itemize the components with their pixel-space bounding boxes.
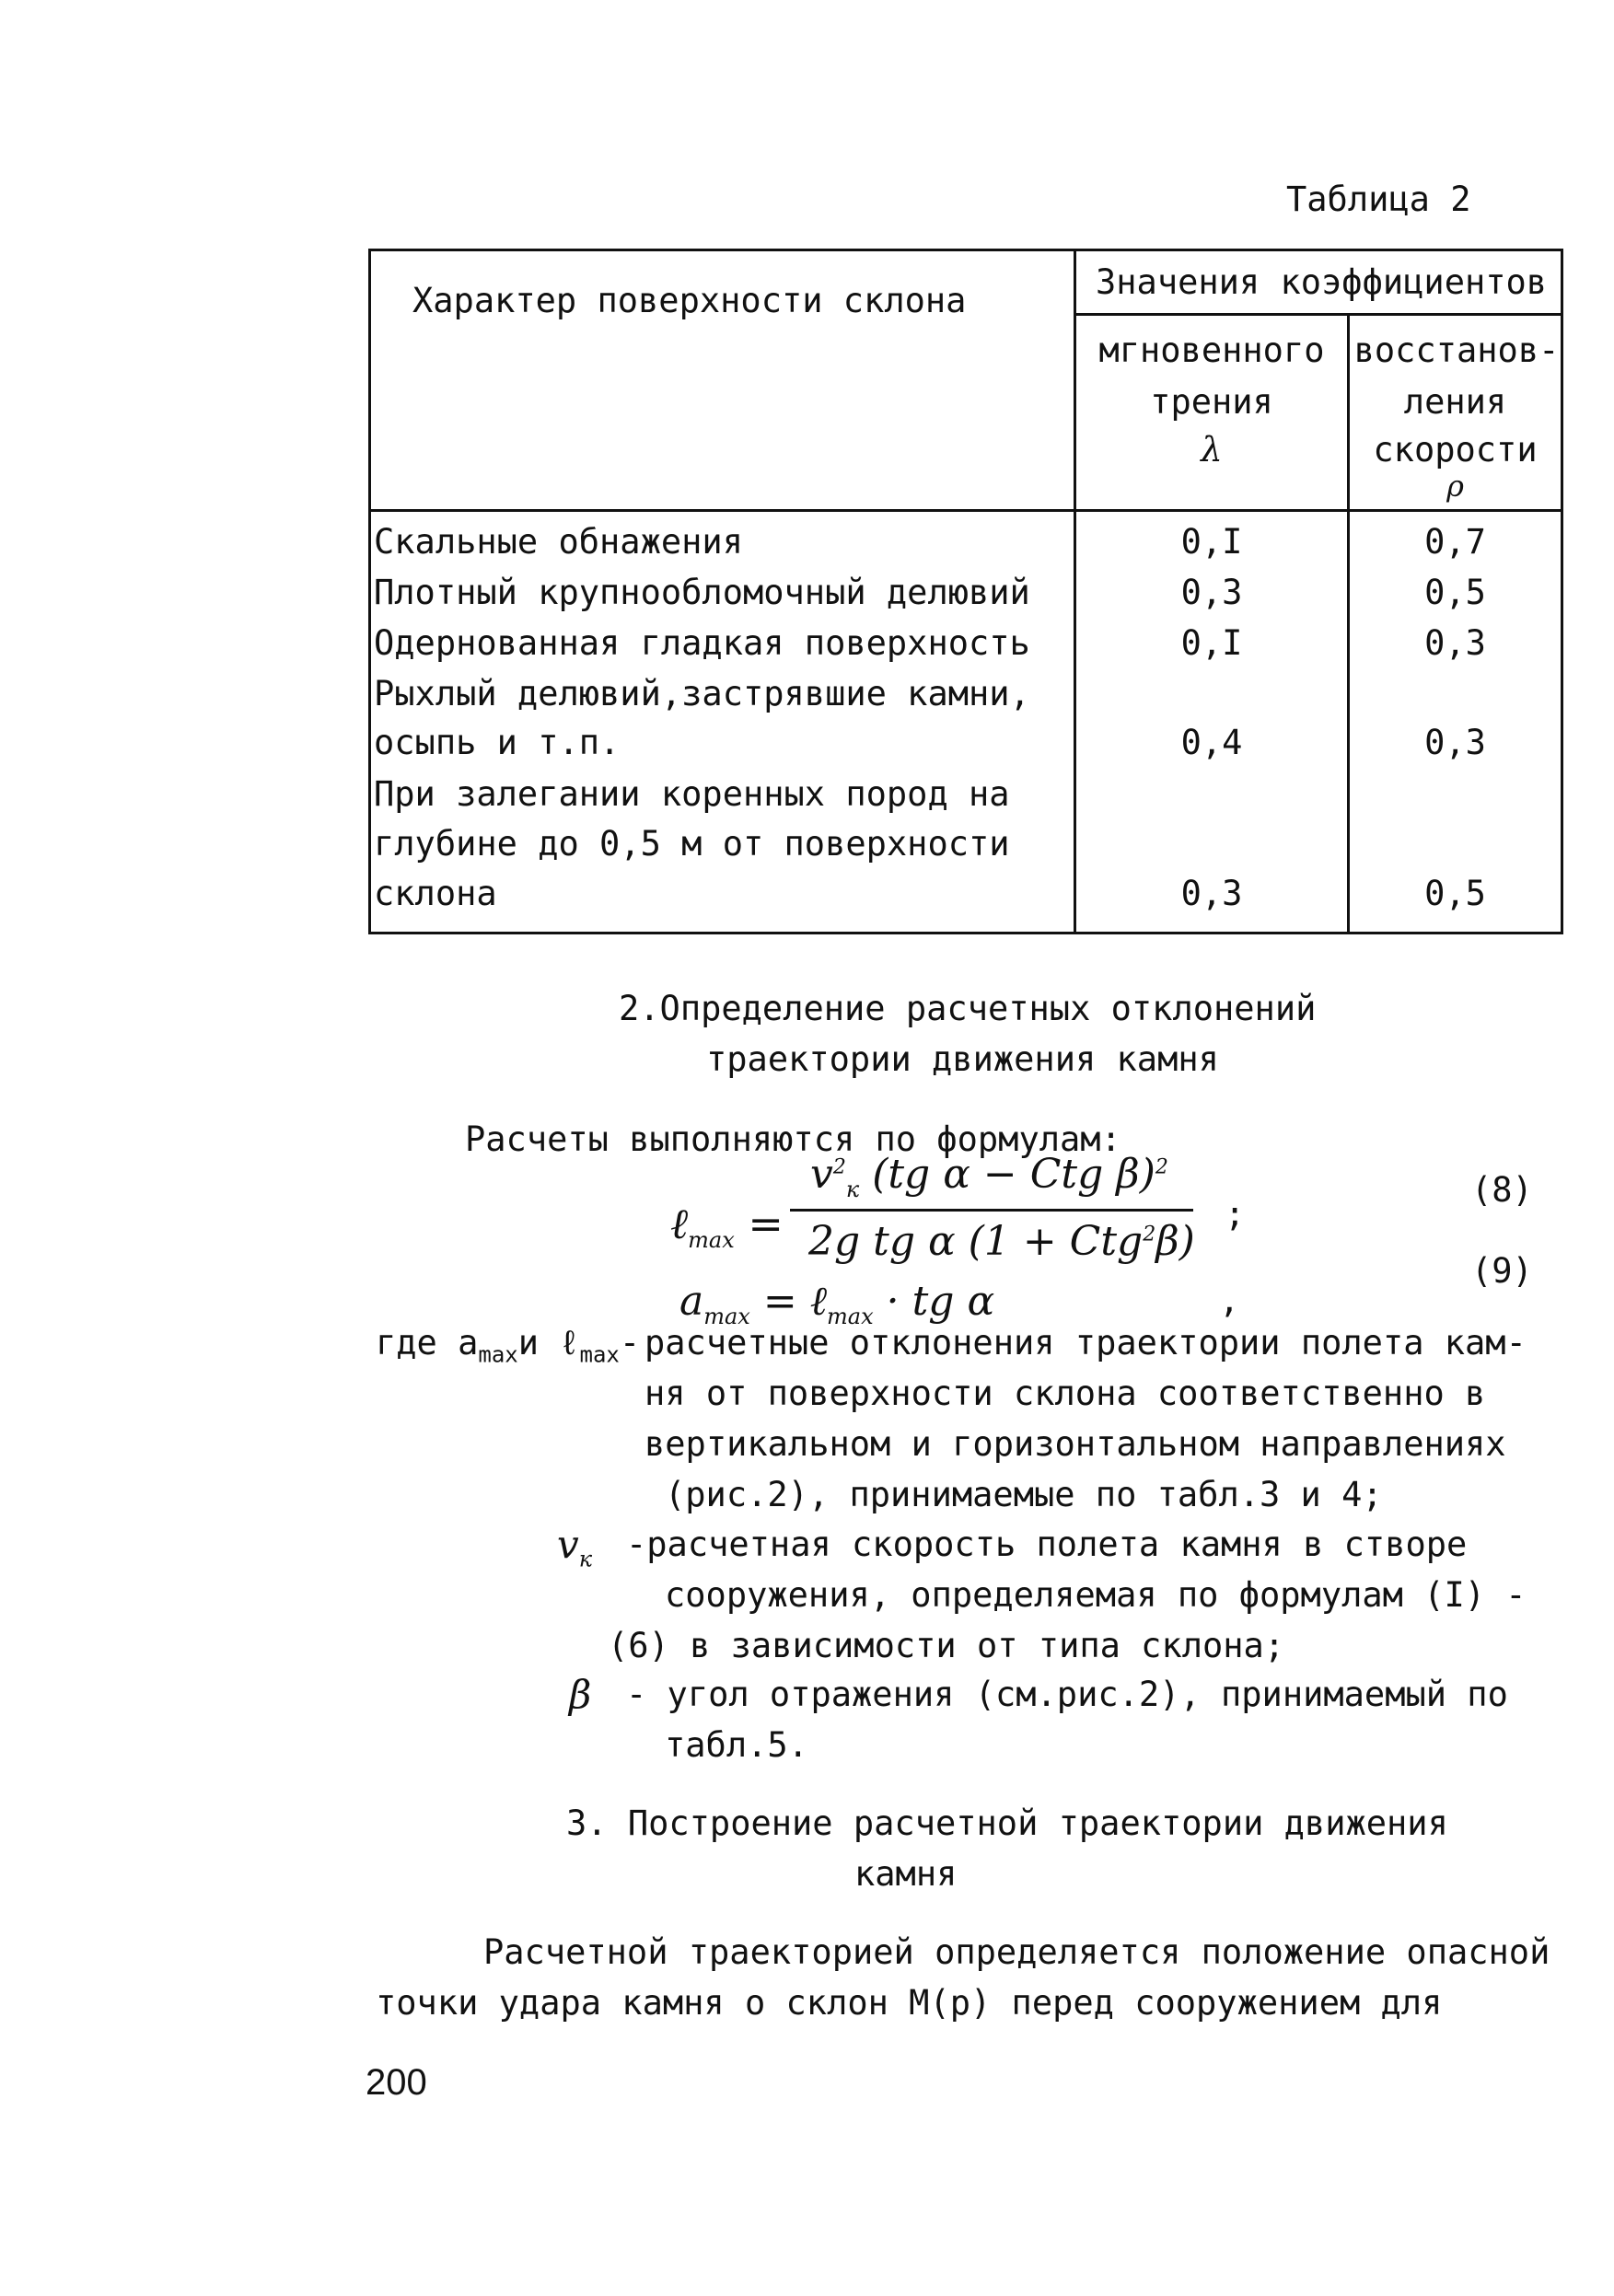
header-friction-l2: трения (1150, 382, 1273, 422)
formula-8-v-sup: 2 (832, 1155, 846, 1179)
formula-8-num-sup: 2 (1155, 1155, 1168, 1179)
section3-para-l1: Расчетной траекторией определяется положение опасной (483, 1932, 1550, 1972)
table-border-bottom (368, 932, 1563, 934)
formula-8-numerator (810, 1151, 1168, 1202)
def2-l1: -расчетная скорость полета камня в створе (626, 1525, 1468, 1564)
row-1-restitution: 0,7 (1424, 522, 1486, 562)
def2-v-sub: к (578, 1546, 593, 1572)
formula-8-den: 2g tg α (1 + Ctg (808, 1218, 1144, 1265)
formula-9-a: a (679, 1278, 704, 1325)
row-5-friction: 0,3 (1180, 874, 1243, 913)
formula-9-punct: , (1219, 1281, 1240, 1320)
header-restitution-l1: восстанов- (1353, 330, 1560, 370)
table-border-top (368, 249, 1563, 251)
header-coefficients: Значения коэффициентов (1096, 262, 1548, 302)
def3-l2: табл.5. (665, 1725, 808, 1765)
def2-l3: (6) в зависимости от типа склона; (608, 1626, 1285, 1665)
row-4-restitution: 0,3 (1424, 723, 1486, 762)
row-2-label: Плотный крупнообломочный делювий (374, 573, 1030, 612)
where-a-sub: max (478, 1341, 518, 1368)
formula-8-num-rest: (tg α − Ctg β) (872, 1151, 1155, 1198)
table-caption: Таблица 2 (1286, 180, 1471, 219)
formula-8-l-sub: max (688, 1227, 735, 1254)
row-3-label: Одернованная гладкая поверхность (374, 623, 1030, 663)
page-number: 200 (366, 2062, 427, 2103)
coefficients-table (368, 249, 1563, 934)
row-4-friction: 0,4 (1180, 723, 1243, 762)
formula-8-eq: = (748, 1199, 784, 1248)
formula-8-v: v (810, 1151, 833, 1198)
table-divider-header (368, 509, 1563, 512)
header-friction-lambda: λ (1201, 430, 1223, 470)
def2-v: v (557, 1522, 579, 1567)
row-4-label-l1: Рыхлый делювий,застрявшие камни, (374, 674, 1030, 713)
formula-8-fraction-bar (790, 1209, 1193, 1212)
table-divider-group (1074, 313, 1563, 316)
def2-symbol (557, 1522, 592, 1571)
formula-9-rhs: = ℓ (762, 1278, 828, 1325)
formula-9-rhs-rest: · tg α (886, 1278, 995, 1325)
def1-l2: ня от поверхности склона соответственно в (644, 1374, 1486, 1413)
where-l: и ℓ (517, 1323, 580, 1363)
formula-9-a-sub: max (703, 1303, 750, 1329)
header-restitution-l2: ления (1403, 382, 1507, 422)
header-friction-l1: мгновенного (1098, 330, 1325, 370)
formula-8-lhs (670, 1199, 784, 1253)
row-2-restitution: 0,5 (1424, 573, 1486, 612)
formula-8-den-rest: β) (1155, 1218, 1195, 1265)
row-5-restitution: 0,5 (1424, 874, 1486, 913)
section3-heading-l1: 3. Построение расчетной траектории движения (566, 1803, 1448, 1843)
row-3-restitution: 0,3 (1424, 623, 1486, 663)
table-border-left (368, 249, 371, 934)
section2-heading-l1: 2.Определение расчетных отклонений (619, 989, 1317, 1028)
where-dash: - (619, 1323, 641, 1363)
header-restitution-l3: скорости (1373, 430, 1538, 470)
row-3-friction: 0,I (1180, 623, 1243, 663)
section3-para-l2: точки удара камня о склон M(р) перед сооружением для (376, 1983, 1443, 2023)
formula-9-number: (9) (1471, 1251, 1533, 1291)
def1-l1: расчетные отклонения траектории полета кам- (644, 1323, 1527, 1363)
section2-heading-l2: траектории движения камня (706, 1039, 1219, 1079)
where-a: где a (376, 1323, 479, 1363)
def1-l3: вертикальном и горизонтальном направлениях (644, 1424, 1506, 1464)
formula-8-denominator (808, 1218, 1195, 1265)
def3-symbol: β (569, 1672, 592, 1717)
section3-heading-l2: камня (854, 1854, 958, 1894)
row-5-label-l1: При залегании коренных пород на (374, 774, 1010, 814)
formula-8-punct: ; (1225, 1194, 1246, 1234)
where-l-sub: max (579, 1341, 620, 1368)
row-5-label-l3: склона (374, 874, 497, 913)
formula-9 (679, 1278, 994, 1329)
row-5-label-l2: глубине до 0,5 м от поверхности (374, 824, 1010, 864)
formula-9-l-sub: max (827, 1303, 874, 1329)
def1-l4: (рис.2), принимаемые по табл.3 и 4; (665, 1475, 1383, 1514)
header-restitution-rho: ρ (1446, 469, 1464, 504)
def3-l1: - угол отражения (см.рис.2), принимаемый по (626, 1675, 1508, 1714)
formulas-intro: Расчеты выполняются по формулам: (465, 1119, 1121, 1159)
row-2-friction: 0,3 (1180, 573, 1243, 612)
formula-8-l: ℓ (670, 1199, 689, 1248)
formula-8-den-sup: 2 (1143, 1223, 1156, 1247)
row-1-label: Скальные обнажения (374, 522, 743, 562)
formula-8-number: (8) (1471, 1170, 1533, 1210)
header-surface-type: Характер поверхности склона (412, 281, 967, 320)
formula-8-v-sub: к (845, 1176, 860, 1202)
row-1-friction: 0,I (1180, 522, 1243, 562)
def2-l2: сооружения, определяемая по формулам (I) - (665, 1575, 1527, 1615)
row-4-label-l2: осыпь и т.п. (374, 723, 621, 762)
where-label (376, 1323, 641, 1368)
